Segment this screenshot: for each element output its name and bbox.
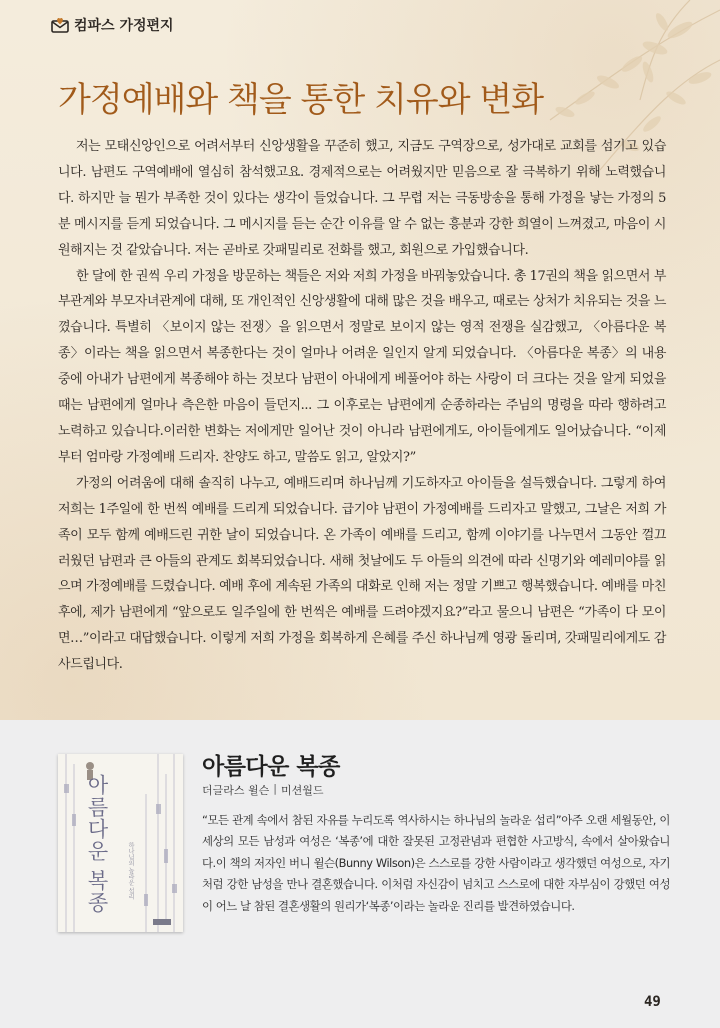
article-body: [58, 134, 666, 678]
book-publisher: 미션월드: [280, 784, 324, 797]
page-title: 가정예배와 책을 통한 치유와 변화: [58, 80, 544, 120]
article-paragraph: 한 달에 한 권씩 우리 가정을 방문하는 책들은 저와 저희 가정을 바꿔놓았습니다. 총 17권의 책을 읽으면서 부부관계와 부모자녀관계에 대해, 또 개인적인 신앙생활에 대해 많은 것을 배우고, 때로는 상처가 치유되는 것을 느꼈습니다. 특별히 〈보이지 않는 전쟁〉을 읽으면서 정말로 보이지 않는 영적 전쟁을 실감했고, 〈아름다운 복종〉이라는 책을 읽으면서 복종한다는 것이 얼마나 어려운 일인지 알게 되었습니다. 〈아름다운 복종〉의 내용 중에 아내가 남편에게 복종해야 하는 것보다 남편이 아내에게 베풀어야 하는 사랑이 더 크다는 것을 알게 되었을 때는 남편에게 얼마나 측은한 마음이 들던지... 그 이후로는 남편에게 순종하라는 주님의 명령을 따라 행하려고 노력하고 있습니다.이러한 변화는 저에게만 일어난 것이 아니라 남편에게도, 아이들에게도 일어났습니다. “이제부터 엄마랑 가정예배 드리자. 찬양도 하고, 말씀도 읽고, 알았지?”: [58, 268, 666, 465]
book-cover-art: [58, 754, 183, 932]
page-number: 49: [644, 994, 661, 1010]
article-paragraph: 가정의 어려움에 대해 솔직히 나누고, 예배드리며 하나님께 기도하자고 아이들을 설득했습니다. 그렇게 하여 저희는 1주일에 한 번씩 예배를 드리게 되었습니다. 급기야 남편이 가정예배를 드리자고 말했고, 그날은 저희 가족이 모두 함께 예배드린 귀한 날이 되었습니다. 온 가족이 예배를 드리고, 함께 이야기를 나누면서 그동안 껄끄러웠던 남편과 큰 아들의 관계도 회복되었습니다. 새해 첫날에도 두 아들의 의견에 따라 신명기와 예레미야를 읽으며 가정예배를 드렸습니다. 예배 후에 계속된 가족의 대화로 인해 저는 정말 기쁘고 행복했습니다. 예배를 마친 후에, 제가 남편에게 “앞으로도 일주일에 한 번씩은 예배를 드려야겠지요?”라고 물으니 남편은 “가족이 다 모이면…”이라고 대답했습니다. 이렇게 저희 가정을 회복하게 은혜를 주신 하나님께 영광 돌리며, 갓패밀리에게도 감사드립니다.: [58, 475, 667, 673]
book-credits: [202, 782, 324, 798]
book-title: 아름다운 복종: [202, 754, 340, 780]
section-label: 컴파스 가정편지: [74, 18, 174, 34]
heart-envelope-icon: [50, 15, 70, 35]
book-recommendation-panel: [0, 720, 720, 1028]
credit-separator: |: [273, 782, 277, 795]
article-paragraph: 저는 모태신앙인으로 어려서부터 신앙생활을 꾸준히 했고, 지금도 구역장으로, 성가대로 교회를 섬기고 있습니다. 남편도 구역예배에 열심히 참석했고요. 경제적으로는 어려웠지만 믿음으로 잘 극복하기 위해 노력했습니다. 하지만 늘 뭔가 부족한 것이 있다는 생각이 들었습니다. 그 무렵 저는 극동방송을 통해 가정을 낳는 가정의 5분 메시지를 듣게 되었습니다. 그 메시지를 듣는 순간 이유를 알 수 없는 흥분과 강한 희열이 느껴졌고, 마음이 시원해지는 것 같았습니다. 저는 곧바로 갓패밀리로 전화를 했고, 회원으로 가입했습니다.: [58, 139, 666, 258]
book-cover-subtitle: 하나님의 놀라운 섭리: [127, 842, 134, 900]
book-cover-title: 아름다운 복종: [85, 774, 109, 914]
section-tag: [50, 14, 174, 36]
book-cover-image: [58, 754, 183, 932]
book-author: 더글라스 윌슨: [202, 784, 270, 797]
book-description: “모든 관계 속에서 참된 자유를 누리도록 역사하시는 하나님의 놀라운 섭리”아주 오랜 세월동안, 이 세상의 모든 남성과 여성은 ‘복종’에 대한 잘못된 고정관념과 편협한 사고방식, 속에서 살아왔습니다.이 책의 저자인 버니 윌슨(Bunny Wilson)은 스스로를 강한 사람이라고 생각했던 여성으로, 자기처럼 강한 남성을 만나 결혼했습니다. 이처럼 자신감이 넘치고 스스로에 대한 자부심이 강했던 여성이 어느 날 참된 결혼생활의 원리가‘복종’이라는 놀라운 진리를 발견하였습니다.: [202, 813, 670, 913]
